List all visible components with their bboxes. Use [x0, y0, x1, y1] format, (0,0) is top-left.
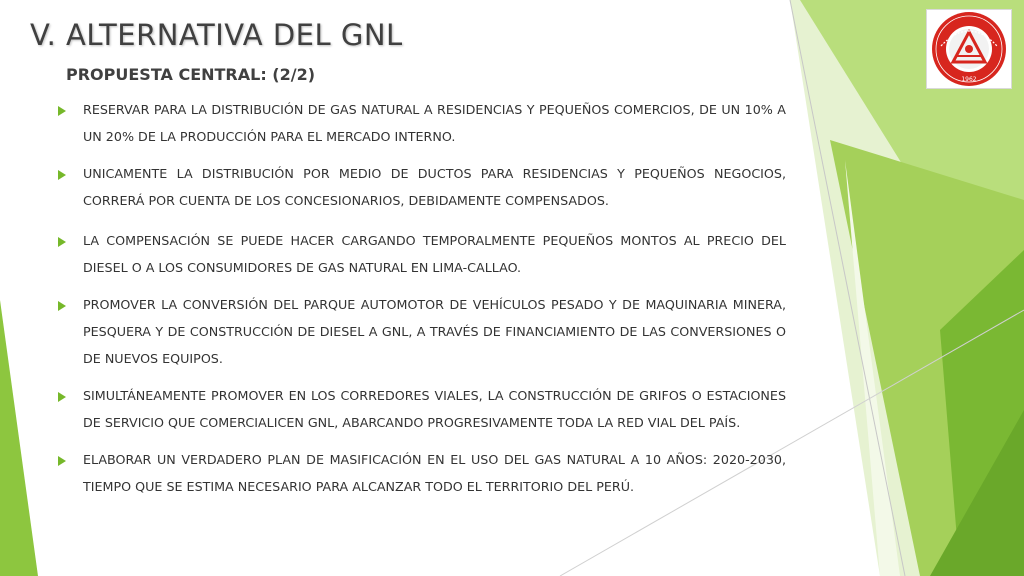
bullet-text: SIMULTÁNEAMENTE PROMOVER EN LOS CORREDORES VIALES, LA CONSTRUCCIÓN DE GRIFOS O ESTACIONES DE SERVICIO QUE COMERCIALICEN GNL, ABARCANDO PROGRESIVAMENTE TODA LA RED VIAL DEL PAÍS.	[83, 388, 786, 430]
list-item	[58, 96, 786, 150]
bullet-text: ELABORAR UN VERDADERO PLAN DE MASIFICACIÓN EN EL USO DEL GAS NATURAL A 10 AÑOS: 2020-2030, TIEMPO QUE SE ESTIMA NECESARIO PARA ALCANZAR TODO EL TERRITORIO DEL PERÚ.	[83, 452, 786, 494]
colegio-ingenieros-peru-logo-icon	[927, 10, 1011, 88]
triangle-bullet-icon	[58, 456, 66, 466]
slide-subtitle: PROPUESTA CENTRAL: (2/2)	[66, 65, 316, 84]
bullet-list	[58, 96, 786, 510]
bullet-text: PROMOVER LA CONVERSIÓN DEL PARQUE AUTOMOTOR DE VEHÍCULOS PESADO Y DE MAQUINARIA MINERA, PESQUERA Y DE CONSTRUCCIÓN DE DIESEL A GNL, A TRAVÉS DE FINANCIAMIENTO DE LAS CONVERSIONES O DE NUEVOS EQUIPOS.	[83, 297, 786, 366]
slide-title: V. ALTERNATIVA DEL GNL	[30, 18, 403, 52]
bullet-text: RESERVAR PARA LA DISTRIBUCIÓN DE GAS NATURAL A RESIDENCIAS Y PEQUEÑOS COMERCIOS, DE UN 10% A UN 20% DE LA PRODUCCIÓN PARA EL MERCADO INTERNO.	[83, 102, 786, 144]
svg-text:1962: 1962	[961, 76, 977, 83]
triangle-bullet-icon	[58, 170, 66, 180]
triangle-bullet-icon	[58, 106, 66, 116]
bullet-text: LA COMPENSACIÓN SE PUEDE HACER CARGANDO TEMPORALMENTE PEQUEÑOS MONTOS AL PRECIO DEL DIESEL O A LOS CONSUMIDORES DE GAS NATURAL EN LIMA-CALLAO.	[83, 233, 786, 275]
list-item	[58, 291, 786, 372]
list-item	[58, 446, 786, 500]
list-item	[58, 160, 786, 214]
bullet-text: UNICAMENTE LA DISTRIBUCIÓN POR MEDIO DE DUCTOS PARA RESIDENCIAS Y PEQUEÑOS NEGOCIOS, CORRERÁ POR CUENTA DE LOS CONCESIONARIOS, DEBIDAMENTE COMPENSADOS.	[83, 166, 786, 208]
triangle-bullet-icon	[58, 301, 66, 311]
triangle-bullet-icon	[58, 237, 66, 247]
list-item	[58, 227, 786, 281]
left-green-triangle	[0, 300, 38, 576]
triangle-bullet-icon	[58, 392, 66, 402]
colegio-ingenieros-logo	[926, 9, 1012, 89]
list-item	[58, 382, 786, 436]
